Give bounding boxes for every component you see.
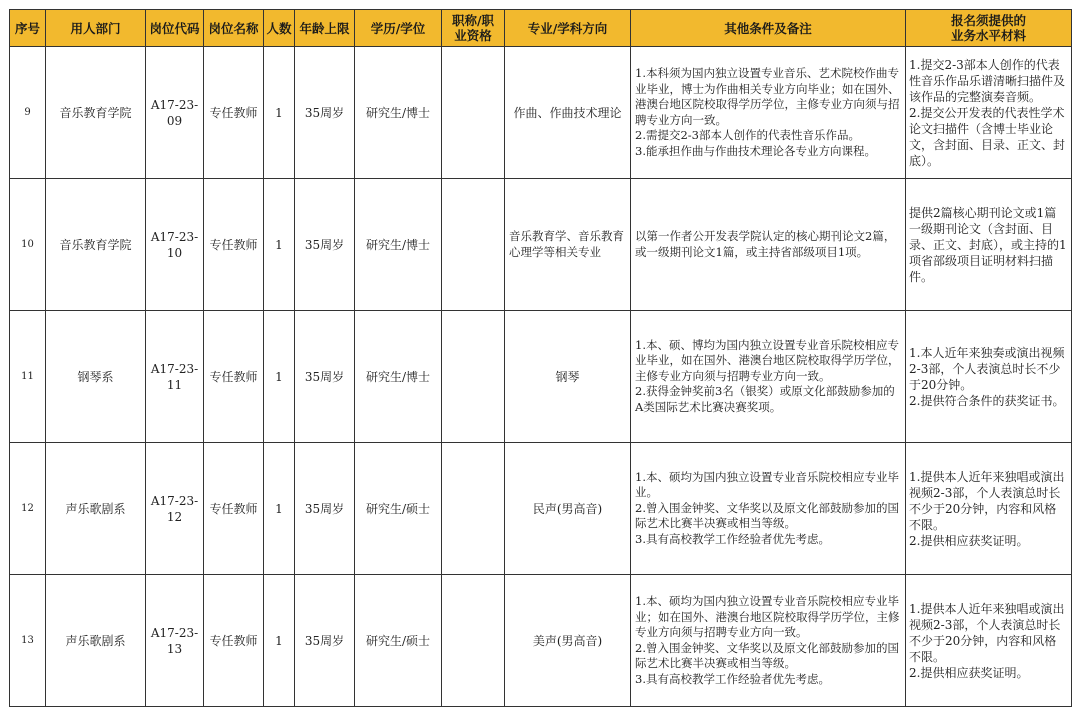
cell-count: 1: [264, 443, 295, 575]
header-count: 人数: [264, 10, 295, 47]
cell-code: A17-23- 09: [146, 47, 204, 179]
cell-major: 美声(男高音): [505, 575, 631, 707]
cell-qual: [442, 47, 505, 179]
cell-code: A17-23- 12: [146, 443, 204, 575]
table-body: [10, 47, 1072, 707]
cell-edu: 研究生/博士: [355, 311, 442, 443]
cell-title: 专任教师: [204, 575, 264, 707]
cell-code: A17-23- 11: [146, 311, 204, 443]
cell-count: 1: [264, 311, 295, 443]
header-dept: 用人部门: [46, 10, 146, 47]
cell-count: 1: [264, 179, 295, 311]
cell-age: 35周岁: [295, 47, 355, 179]
cell-notes: 1.本科须为国内独立设置专业音乐、艺术院校作曲专业毕业，博士为作曲相关专业方向毕业；如在国外、港澳台地区院校取得学历学位，主修专业方向须与招聘专业方向一致。 2.需提交2-3部本人创作的代表性音乐作品。 3.能承担作曲与作曲技术理论各专业方向课程。: [631, 47, 906, 179]
recruitment-table: [9, 9, 1072, 707]
cell-major: 民声(男高音): [505, 443, 631, 575]
cell-no: 9: [10, 47, 46, 179]
cell-edu: 研究生/博士: [355, 179, 442, 311]
cell-materials: 1.提供本人近年来独唱或演出视频2-3部，个人表演总时长不少于20分钟，内容和风格不限。 2.提供相应获奖证明。: [906, 443, 1072, 575]
cell-count: 1: [264, 575, 295, 707]
cell-edu: 研究生/硕士: [355, 575, 442, 707]
cell-edu: 研究生/硕士: [355, 443, 442, 575]
cell-no: 12: [10, 443, 46, 575]
header-major: 专业/学科方向: [505, 10, 631, 47]
cell-title: 专任教师: [204, 311, 264, 443]
cell-materials: 提供2篇核心期刊论文或1篇一级期刊论文（含封面、目录、正文、封底），或主持的1项省部级项目证明材料扫描件。: [906, 179, 1072, 311]
recruitment-table-container: [9, 9, 1072, 707]
cell-notes: 1.本、硕、博均为国内独立设置专业音乐院校相应专业毕业，如在国外、港澳台地区院校取得学历学位，主修专业方向须与招聘专业方向一致。 2.获得金钟奖前3名（银奖）或原文化部鼓励参加的A类国际艺术比赛决赛奖项。: [631, 311, 906, 443]
cell-age: 35周岁: [295, 311, 355, 443]
cell-age: 35周岁: [295, 575, 355, 707]
cell-code: A17-23- 13: [146, 575, 204, 707]
cell-qual: [442, 311, 505, 443]
cell-dept: 音乐教育学院: [46, 47, 146, 179]
header-code: 岗位代码: [146, 10, 204, 47]
cell-major: 音乐教育学、音乐教育心理学等相关专业: [505, 179, 631, 311]
cell-qual: [442, 575, 505, 707]
cell-dept: 声乐歌剧系: [46, 575, 146, 707]
cell-notes: 以第一作者公开发表学院认定的核心期刊论文2篇，或一级期刊论文1篇，或主持省部级项目1项。: [631, 179, 906, 311]
header-edu: 学历/学位: [355, 10, 442, 47]
cell-major: 作曲、作曲技术理论: [505, 47, 631, 179]
cell-title: 专任教师: [204, 179, 264, 311]
cell-dept: 声乐歌剧系: [46, 443, 146, 575]
cell-notes: 1.本、硕均为国内独立设置专业音乐院校相应专业毕业；如在国外、港澳台地区院校取得学历学位，主修专业方向须与招聘专业方向一致。 2.曾入围金钟奖、文华奖以及原文化部鼓励参加的国际艺术比赛半决赛或相当等级。 3.具有高校教学工作经验者优先考虑。: [631, 575, 906, 707]
cell-materials: 1.提交2-3部本人创作的代表性音乐作品乐谱清晰扫描件及该作品的完整演奏音频。 2.提交公开发表的代表性学术论文扫描件（含博士毕业论文，含封面、目录、正文、封底）。: [906, 47, 1072, 179]
cell-materials: 1.本人近年来独奏或演出视频2-3部，个人表演总时长不少于20分钟。 2.提供符合条件的获奖证书。: [906, 311, 1072, 443]
table-row: [10, 575, 1072, 707]
cell-no: 11: [10, 311, 46, 443]
cell-title: 专任教师: [204, 47, 264, 179]
cell-age: 35周岁: [295, 443, 355, 575]
cell-notes: 1.本、硕均为国内独立设置专业音乐院校相应专业毕业。 2.曾入围金钟奖、文华奖以及原文化部鼓励参加的国际艺术比赛半决赛或相当等级。 3.具有高校教学工作经验者优先考虑。: [631, 443, 906, 575]
header-qual: 职称/职 业资格: [442, 10, 505, 47]
table-row: [10, 443, 1072, 575]
header-row: [10, 10, 1072, 47]
cell-dept: 钢琴系: [46, 311, 146, 443]
cell-major: 钢琴: [505, 311, 631, 443]
header-notes: 其他条件及备注: [631, 10, 906, 47]
table-row: [10, 179, 1072, 311]
cell-no: 13: [10, 575, 46, 707]
header-no: 序号: [10, 10, 46, 47]
header-age: 年龄上限: [295, 10, 355, 47]
cell-count: 1: [264, 47, 295, 179]
cell-dept: 音乐教育学院: [46, 179, 146, 311]
header-title: 岗位名称: [204, 10, 264, 47]
cell-materials: 1.提供本人近年来独唱或演出视频2-3部，个人表演总时长不少于20分钟，内容和风格不限。 2.提供相应获奖证明。: [906, 575, 1072, 707]
table-row: [10, 47, 1072, 179]
table-header: [10, 10, 1072, 47]
cell-title: 专任教师: [204, 443, 264, 575]
cell-qual: [442, 179, 505, 311]
cell-no: 10: [10, 179, 46, 311]
cell-code: A17-23- 10: [146, 179, 204, 311]
cell-edu: 研究生/博士: [355, 47, 442, 179]
cell-qual: [442, 443, 505, 575]
cell-age: 35周岁: [295, 179, 355, 311]
header-materials: 报名须提供的 业务水平材料: [906, 10, 1072, 47]
table-row: [10, 311, 1072, 443]
